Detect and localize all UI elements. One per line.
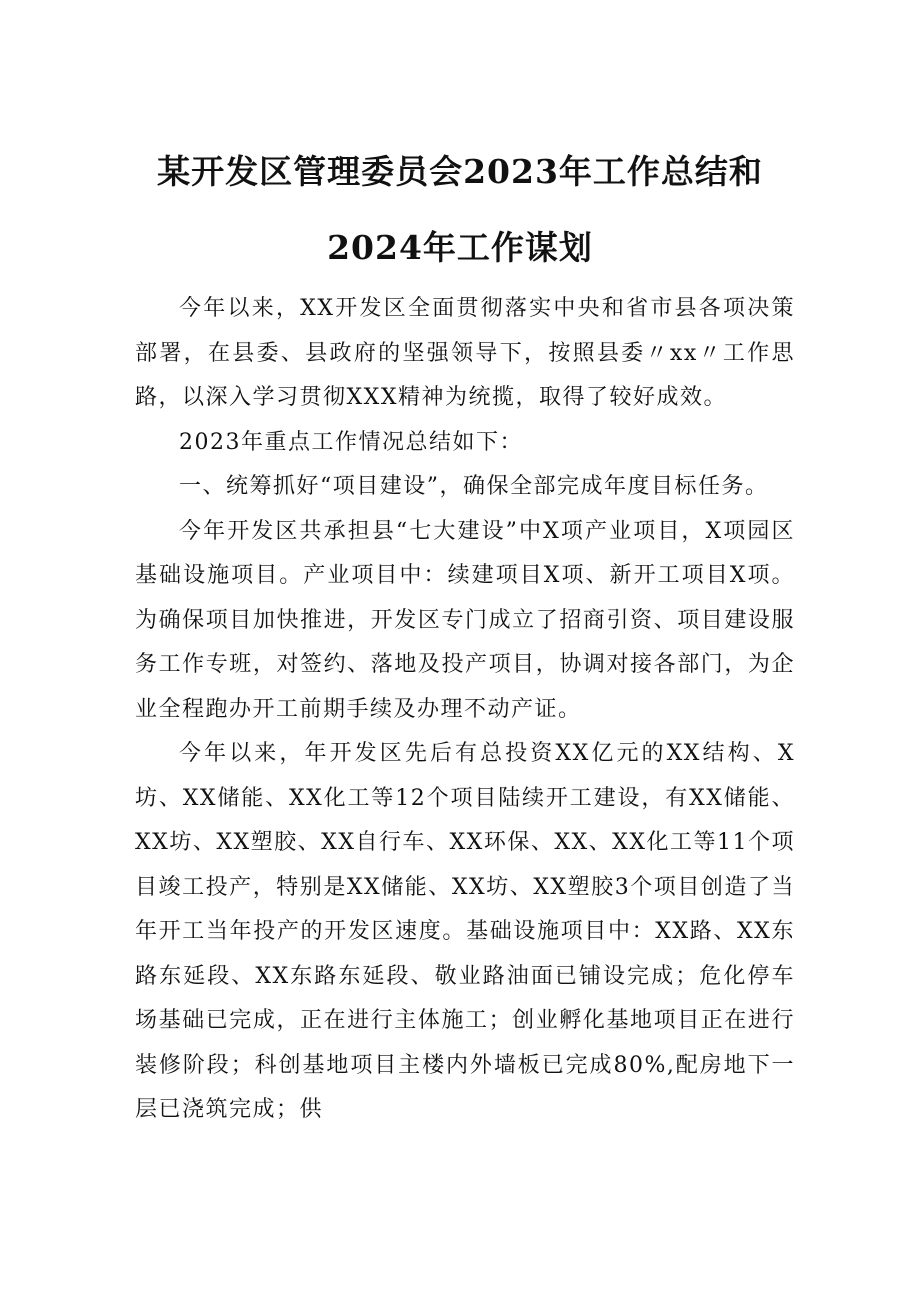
document-title-line1: 某开发区管理委员会2023年工作总结和 [157, 152, 763, 191]
document-body [135, 287, 795, 1133]
section-heading-1: 一、统筹抓好“项目建设”，确保全部完成年度目标任务。 [179, 474, 769, 499]
document-title-line2: 2024年工作谋划 [327, 228, 593, 267]
paragraph-progress: 今年以来，年开发区先后有总投资XX亿元的XX结构、X坊、XX储能、XX化工等12个项目陆续开工建设，有XX储能、XX坊、XX塑胶、XX自行车、XX环保、XX、XX化工等11个项目竣工投产，特别是XX储能、XX坊、XX塑胶3个项目创造了当年开工当年投产的开发区速度。基础设施项目中：XX路、XX东路东延段、XX东路东延段、敬业路油面已铺设完成；危化停车场基础已完成，正在进行主体施工；创业孵化基地项目正在进行装修阶段；科创基地项目主楼内外墙板已完成80%,配房地下一层已浇筑完成；供 [135, 741, 795, 1122]
paragraph-summary-heading: 2023年重点工作情况总结如下： [179, 429, 523, 455]
paragraph-intro: 今年以来，XX开发区全面贯彻落实中央和省市县各项决策部署，在县委、县政府的坚强领导下，按照县委〃xx〃工作思路，以深入学习贯彻XXX精神为统揽，取得了较好成效。 [135, 296, 795, 410]
paragraph-projects: 今年开发区共承担县“七大建设”中X项产业项目，X项园区基础设施项目。产业项目中：续建项目X项、新开工项目X项。为确保项目加快推进，开发区专门成立了招商引资、项目建设服务工作专班，对签约、落地及投产项目，协调对接各部门，为企业全程跑办开工前期手续及办理不动产证。 [135, 518, 795, 722]
